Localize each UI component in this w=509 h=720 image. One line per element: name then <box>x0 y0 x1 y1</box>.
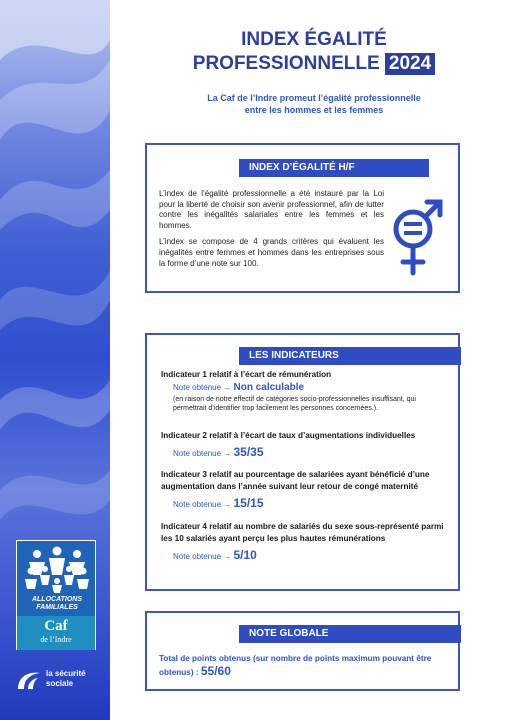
indicator-2-note <box>161 445 451 461</box>
index-section <box>145 143 460 293</box>
indicators-section <box>145 333 460 591</box>
secu-line2: sociale <box>46 679 74 688</box>
indicator-3 <box>161 469 451 512</box>
note-label: Note obtenue → <box>173 500 232 509</box>
indicator-2-title: Indicateur 2 relatif à l’écart de taux d’augmentations individuelles <box>161 431 416 440</box>
indicator-1-value: Non calculable <box>233 382 305 393</box>
indicator-1-note <box>161 381 451 395</box>
securite-sociale-text <box>46 669 86 689</box>
index-paragraph-1: L’index de l’égalité professionnelle a été instauré par la Loi pour la liberté de choisir son avenir professionnel, afin de lutter contre les inégalités salariales entre les femmes et les hommes. <box>159 189 384 230</box>
indicator-1 <box>161 369 451 413</box>
caf-tagline-line2: FAMILIALES <box>36 604 78 611</box>
note-label: Note obtenue → <box>173 449 232 458</box>
indicator-3-note <box>161 496 451 512</box>
indicator-4-title: Indicateur 4 relatif au nombre de salariés du sexe sous-représenté parmi les 10 salariés ayant perçu les plus hautes rémunérations <box>161 522 444 543</box>
index-paragraph-2: L’index se compose de 4 grands critères qui évaluent les inégalités entre femmes et hommes dans les entreprises sous la forme d’une note sur 100. <box>159 237 384 268</box>
page-title <box>130 28 498 76</box>
global-score-total <box>159 653 454 679</box>
title-line1: INDEX ÉGALITÉ <box>241 29 387 50</box>
indicators-section-heading: LES INDICATEURS <box>239 347 461 365</box>
caf-name-box <box>17 616 95 650</box>
indicator-4-note <box>161 548 451 564</box>
global-score-value: 55/60 <box>200 664 231 678</box>
indicator-4-value: 5/10 <box>233 548 257 562</box>
indicator-2-value: 35/35 <box>233 445 264 459</box>
caf-name: Caf <box>44 618 68 634</box>
global-score-text: Total de points obtenus (sur nombre de points maximum pouvant être obtenus) : <box>159 654 432 677</box>
caf-tagline-line1: ALLOCATIONS <box>31 596 83 603</box>
caf-department: de l’Indre <box>40 635 72 644</box>
securite-sociale-arc-icon <box>16 669 42 691</box>
indicator-1-remark: (en raison de notre effectif de catégories socio-professionnelles insuffisant, qui permettrait d’identifier trop facilement les personnes concernées.). <box>173 396 416 412</box>
page-subtitle <box>130 92 498 116</box>
decorative-side-band <box>0 0 110 720</box>
indicator-3-value: 15/15 <box>233 496 264 510</box>
caf-logo <box>16 540 96 650</box>
indicator-4 <box>161 521 451 564</box>
securite-sociale-logo <box>16 665 106 695</box>
subtitle-line2: entre les hommes et les femmes <box>244 105 384 115</box>
indicator-2 <box>161 430 451 461</box>
global-score-section <box>145 611 460 691</box>
secu-line1: la sécurité <box>46 669 86 678</box>
title-year-badge: 2024 <box>385 53 435 75</box>
global-score-heading: NOTE GLOBALE <box>239 625 461 643</box>
note-label: Note obtenue → <box>173 383 232 392</box>
caf-family-figures-icon <box>23 545 91 595</box>
index-section-heading: INDEX D’ÉGALITÉ H/F <box>239 159 429 177</box>
title-line2: PROFESSIONNELLE <box>192 53 380 74</box>
indicator-1-title: Indicateur 1 relatif à l’écart de rémunération <box>161 370 332 379</box>
subtitle-line1: La Caf de l’Indre promeut l’égalité professionnelle <box>207 93 421 103</box>
gender-equality-icon <box>387 195 447 279</box>
note-label: Note obtenue → <box>173 552 232 561</box>
indicator-3-title: Indicateur 3 relatif au pourcentage de salariées ayant bénéficié d’une augmentation dans l’année suivant leur retour de congé maternité <box>161 470 430 491</box>
index-description <box>159 189 384 269</box>
caf-tagline <box>17 596 97 612</box>
